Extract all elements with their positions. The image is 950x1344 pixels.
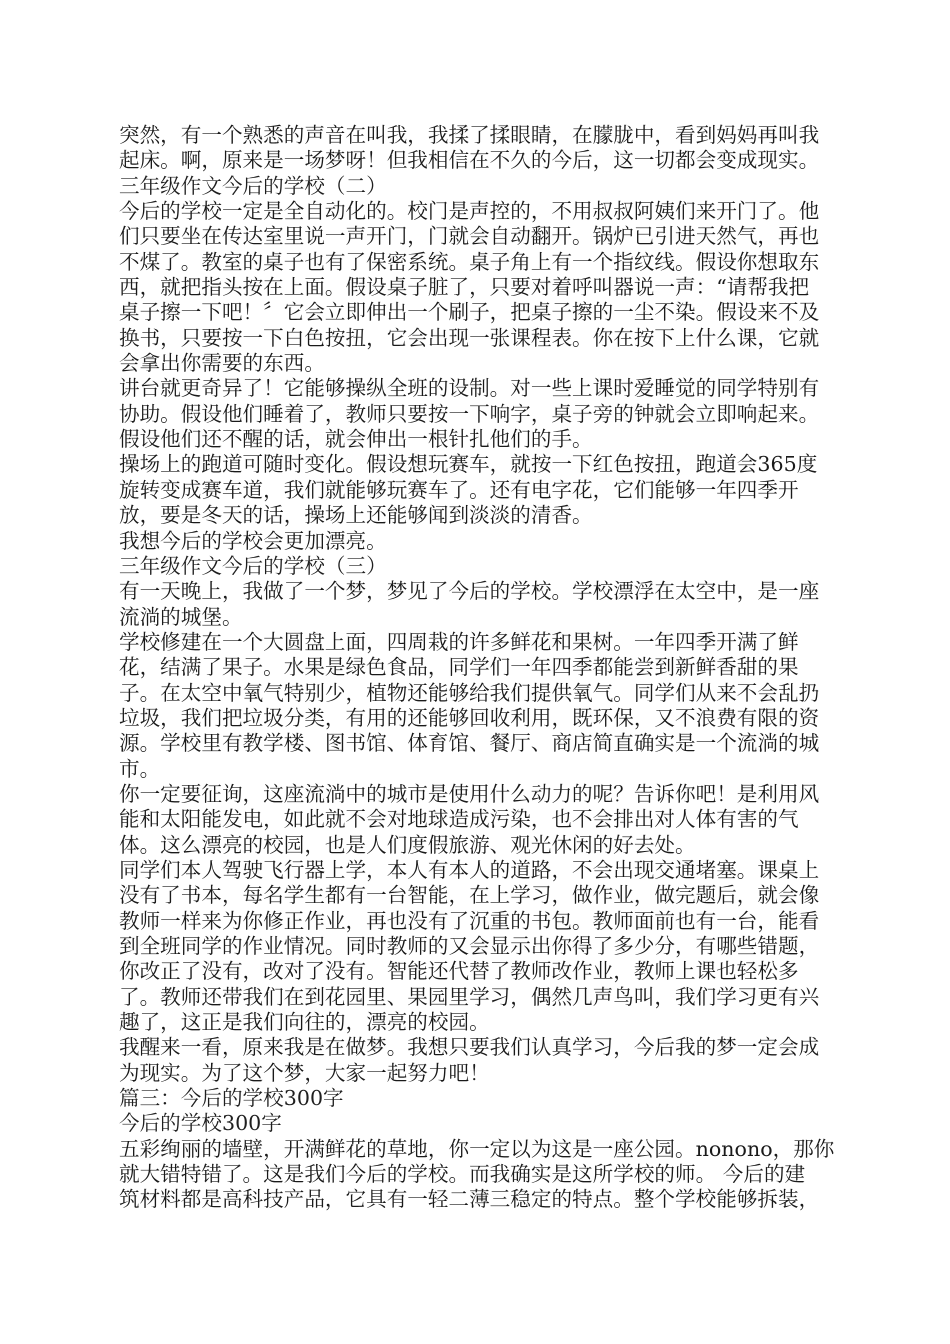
text-line: 我想今后的学校会更加漂亮。: [119, 528, 387, 553]
text-line: 假设他们还不醒的话，就会伸出一根针扎他们的手。: [119, 427, 593, 452]
paragraph: [119, 1035, 820, 1086]
text-line: 市。: [119, 756, 161, 781]
text-line: 体。这么漂亮的校园，也是人们度假旅游、观光休闲的好去处。: [119, 832, 696, 857]
paragraph: [119, 1136, 835, 1213]
paragraph: [119, 376, 820, 452]
text-line: 桌子擦一下吧！〞它会立即伸出一个刷子，把桌子擦的一尘不染。假设来不及: [119, 300, 820, 325]
text-line: 突然，有一个熟悉的声音在叫我，我揉了揉眼睛，在朦胧中，看到妈妈再叫我: [119, 123, 820, 147]
text-line: 花，结满了果子。水果是绿色食品，同学们一年四季都能尝到新鲜香甜的果: [119, 655, 799, 680]
heading-text: 三年级作文今后的学校（二）: [119, 173, 387, 198]
text-line: 流淌的城堡。: [119, 604, 243, 629]
text-line: 有一天晚上，我做了一个梦，梦见了今后的学校。学校漂浮在太空中，是一座: [119, 579, 820, 604]
text-line: 今后的学校一定是全自动化的。校门是声控的，不用叔叔阿姨们来开门了。他: [119, 199, 820, 224]
heading-text: 今后的学校300字: [119, 1111, 282, 1136]
text-line: 换书，只要按一下白色按扭，它会出现一张课程表。你在按下上什么课，它就: [119, 325, 820, 350]
heading-text: 篇三：今后的学校300字: [119, 1086, 344, 1111]
text-line: 筑材料都是高科技产品，它具有一轻二薄三稳定的特点。整个学校能够拆装，: [119, 1187, 820, 1212]
text-line: 学校修建在一个大圆盘上面，四周栽的许多鲜花和果树。一年四季开满了鲜: [119, 629, 799, 654]
heading-text: 三年级作文今后的学校（三）: [119, 553, 387, 578]
text-line: 能和太阳能发电，如此就不会对地球造成污染，也不会排出对人体有害的气: [119, 807, 799, 832]
text-line: 了。教师还带我们在到花园里、果园里学习，偶然几声鸟叫，我们学习更有兴: [119, 984, 820, 1009]
text-line: 你改正了没有，改对了没有。智能还代替了教师改作业，教师上课也轻松多: [119, 959, 799, 984]
text-line: 放，要是冬天的话，操场上还能够闻到淡淡的清香。: [119, 503, 593, 528]
text-line: 我醒来一看，原来我是在做梦。我想只要我们认真学习，今后我的梦一定会成: [119, 1035, 820, 1060]
paragraph: [119, 123, 820, 174]
text-line: 垃圾，我们把垃圾分类，有用的还能够回收利用，既环保，又不浪费有限的资: [119, 705, 820, 730]
paragraph: [119, 452, 818, 528]
paragraph: [119, 579, 820, 630]
paragraph: [119, 199, 820, 376]
text-line: 到全班同学的作业情况。同时教师的又会显示出你得了多少分，有哪些错题，: [119, 934, 820, 958]
text-line: 趣了，这正是我们向往的，漂亮的校园。: [119, 1010, 490, 1035]
text-line: 旋转变成赛车道，我们就能够玩赛车了。还有电字花，它们能够一年四季开: [119, 477, 799, 502]
paragraph: [119, 629, 820, 782]
text-line: 操场上的跑道可随时变化。假设想玩赛车，就按一下红色按扭，跑道会365度: [119, 452, 818, 477]
text-line: 就大错特错了。这是我们今后的学校。而我确实是这所学校的师。 今后的建: [119, 1162, 806, 1187]
text-line: 为现实。为了这个梦，大家一起努力吧！: [119, 1060, 490, 1085]
paragraph: [119, 857, 820, 1035]
section-subheading: [119, 1111, 809, 1136]
text-line: 西，就把指头按在上面。假设桌子脏了，只要对着呼叫器说一声：“请帮我把: [119, 275, 810, 300]
paragraph: [119, 529, 809, 554]
text-line: 讲台就更奇异了！它能够操纵全班的设制。对一些上课时爱睡觉的同学特别有: [119, 376, 820, 401]
text-line: 源。学校里有教学楼、图书馆、体育馆、餐厅、商店简直确实是一个流淌的城: [119, 731, 820, 756]
text-line: 子。在太空中氧气特别少，植物还能够给我们提供氧气。同学们从来不会乱扔: [119, 680, 820, 705]
section-heading: [119, 174, 809, 199]
text-line: 协助。假设他们睡着了，教师只要按一下响字，桌子旁的钟就会立即响起来。: [119, 401, 820, 426]
text-line: 会拿出你需要的东西。: [119, 351, 325, 376]
text-line: 不煤了。教室的桌子也有了保密系统。桌子角上有一个指纹线。假设你想取东: [119, 249, 820, 274]
text-line: 你一定要征询，这座流淌中的城市是使用什么动力的呢？告诉你吧！是利用风: [119, 781, 820, 806]
section-heading: [119, 554, 809, 579]
text-line: 们只要坐在传达室里说一声开门，门就会自动翻开。锅炉已引进天然气，再也: [119, 224, 820, 249]
paragraph: [119, 781, 820, 858]
text-line: 五彩绚丽的墙壁，开满鲜花的草地，你一定以为这是一座公园。nonono，那你: [119, 1136, 835, 1161]
section-heading: [119, 1086, 809, 1111]
document-body: [119, 123, 835, 1213]
text-line: 同学们本人驾驶飞行器上学，本人有本人的道路，不会出现交通堵塞。课桌上: [119, 857, 820, 882]
text-line: 起床。啊，原来是一场梦呀！但我相信在不久的今后，这一切都会变成现实。: [119, 148, 820, 173]
text-line: 没有了书本，每名学生都有一台智能，在上学习，做作业，做完题后，就会像: [119, 883, 820, 908]
text-line: 教师一样来为你修正作业，再也没有了沉重的书包。教师面前也有一台，能看: [119, 908, 820, 933]
